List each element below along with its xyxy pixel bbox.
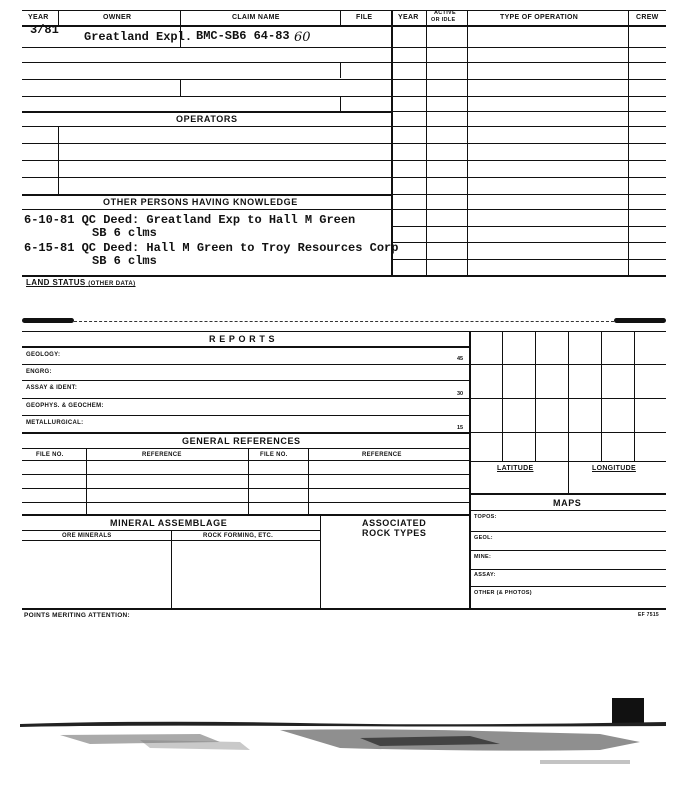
rule [22, 209, 392, 210]
rule [22, 79, 392, 80]
rule [392, 177, 666, 178]
rule [22, 346, 469, 348]
other-persons-heading: OTHER PERSONS HAVING KNOWLEDGE [103, 197, 298, 207]
col-header-claim-name: CLAIM NAME [232, 14, 280, 21]
handwritten-mark: 60 [294, 30, 311, 45]
ref-col-reference-1: REFERENCE [142, 452, 182, 458]
rule [22, 331, 666, 332]
associated-heading: ASSOCIATED [362, 518, 427, 528]
rule [470, 364, 666, 365]
rule [392, 143, 666, 144]
reports-heading: R E P O R T S [209, 334, 276, 344]
rule [392, 242, 666, 243]
report-geology: GEOLOGY: [26, 352, 61, 358]
rule [470, 432, 666, 433]
report-metallurgical: METALLURGICAL: [26, 420, 84, 426]
col-header-file: FILE [356, 14, 373, 21]
rule [535, 331, 536, 461]
land-status-text: LAND STATUS [26, 278, 86, 287]
tape-mark [22, 318, 74, 323]
rule [340, 97, 341, 111]
land-status-sub: (OTHER DATA) [88, 281, 136, 287]
col-header-crew: CREW [636, 14, 659, 21]
rule [568, 331, 569, 493]
rule [392, 111, 666, 112]
rule [22, 380, 469, 381]
maps-topos: TOPOS: [474, 514, 497, 520]
rule [469, 331, 471, 608]
rule [22, 47, 392, 48]
report-assay-num: 30 [457, 391, 464, 397]
rule [171, 530, 172, 608]
rule [470, 493, 666, 495]
rule [22, 126, 392, 127]
rule [392, 126, 666, 127]
rule [392, 160, 666, 161]
longitude-label: LONGITUDE [592, 465, 636, 472]
rule [470, 510, 666, 511]
rule [502, 331, 503, 461]
rule [308, 448, 309, 514]
col-header-active: ACTIVE [434, 10, 456, 16]
other-person-entry-1-sub: SB 6 clms [92, 226, 157, 240]
entry-year: 3/81 [30, 23, 59, 37]
rule [470, 398, 666, 399]
rule [22, 275, 666, 277]
land-status-label [26, 278, 136, 287]
rule [248, 448, 249, 514]
rule [22, 96, 392, 97]
mineral-assemblage-heading: MINERAL ASSEMBLAGE [110, 518, 228, 528]
rule [180, 10, 181, 26]
rule [22, 432, 469, 434]
rule [470, 550, 666, 551]
rule [86, 448, 87, 514]
rule [22, 514, 469, 516]
rule [22, 111, 392, 113]
col-header-year-2: YEAR [398, 14, 419, 21]
rule [392, 226, 666, 227]
rule [392, 259, 666, 260]
rock-forming-label: ROCK FORMING, ETC. [203, 533, 274, 539]
rule [22, 160, 392, 161]
report-engrg: ENGRG: [26, 369, 52, 375]
rule [470, 586, 666, 587]
ref-col-file-no-1: FILE NO. [36, 452, 64, 458]
rule [22, 25, 666, 27]
col-header-idle: OR IDLE [431, 17, 456, 23]
rule [180, 80, 181, 96]
form-number: EF 7515 [638, 612, 660, 618]
rule [601, 331, 602, 461]
ref-col-reference-2: REFERENCE [362, 452, 402, 458]
latitude-label: LATITUDE [497, 465, 534, 472]
ore-minerals-label: ORE MINERALS [62, 533, 112, 539]
rule [634, 331, 635, 461]
rule [340, 62, 341, 78]
rule [22, 540, 320, 541]
rule [22, 62, 392, 63]
maps-mine: MINE: [474, 554, 492, 560]
maps-other: OTHER (& PHOTOS) [474, 590, 532, 596]
report-geology-num: 45 [457, 356, 464, 362]
rule [22, 608, 666, 610]
rule [22, 415, 469, 416]
maps-assay: ASSAY: [474, 572, 496, 578]
other-person-entry-2-sub: SB 6 clms [92, 254, 157, 268]
rock-types-heading: ROCK TYPES [362, 528, 427, 538]
operators-heading: OPERATORS [176, 114, 238, 124]
report-metallurgical-num: 15 [457, 425, 464, 431]
rule [22, 177, 392, 178]
report-assay: ASSAY & IDENT: [26, 385, 78, 391]
col-header-owner: OWNER [103, 14, 132, 21]
scan-smudge-graphic [0, 690, 678, 800]
ref-col-file-no-2: FILE NO. [260, 452, 288, 458]
other-person-entry-2: 6-15-81 QC Deed: Hall M Green to Troy Resources Corp [24, 241, 399, 255]
rule [22, 474, 469, 475]
rule [22, 488, 469, 489]
rule [74, 321, 614, 322]
general-references-heading: GENERAL REFERENCES [182, 436, 301, 446]
col-header-type-of-operation: TYPE OF OPERATION [500, 14, 579, 21]
rule [22, 364, 469, 365]
tape-mark [614, 318, 666, 323]
rule [22, 10, 666, 11]
rule [392, 47, 666, 48]
points-meriting-attention: POINTS MERITING ATTENTION: [24, 612, 131, 619]
maps-geol: GEOL: [474, 535, 493, 541]
rule [22, 143, 392, 144]
rule [470, 569, 666, 570]
rule [470, 461, 666, 462]
rule [392, 79, 666, 80]
rule [320, 514, 321, 608]
entry-owner: Greatland Expl. [84, 30, 193, 44]
rule [470, 531, 666, 532]
rule [392, 62, 666, 63]
rule [392, 194, 666, 195]
other-person-entry-1: 6-10-81 QC Deed: Greatland Exp to Hall M Green [24, 213, 356, 227]
entry-claim-name: BMC-SB6 64-83 [196, 29, 290, 43]
rule [392, 96, 666, 97]
col-header-year: YEAR [28, 14, 49, 21]
report-geophys: GEOPHYS. & GEOCHEM: [26, 403, 104, 409]
rule [22, 194, 392, 196]
maps-heading: MAPS [553, 498, 582, 508]
rule [392, 209, 666, 210]
rule [22, 448, 469, 449]
rule [340, 10, 341, 26]
rule [22, 460, 469, 461]
rule [22, 398, 469, 399]
rule [22, 502, 469, 503]
